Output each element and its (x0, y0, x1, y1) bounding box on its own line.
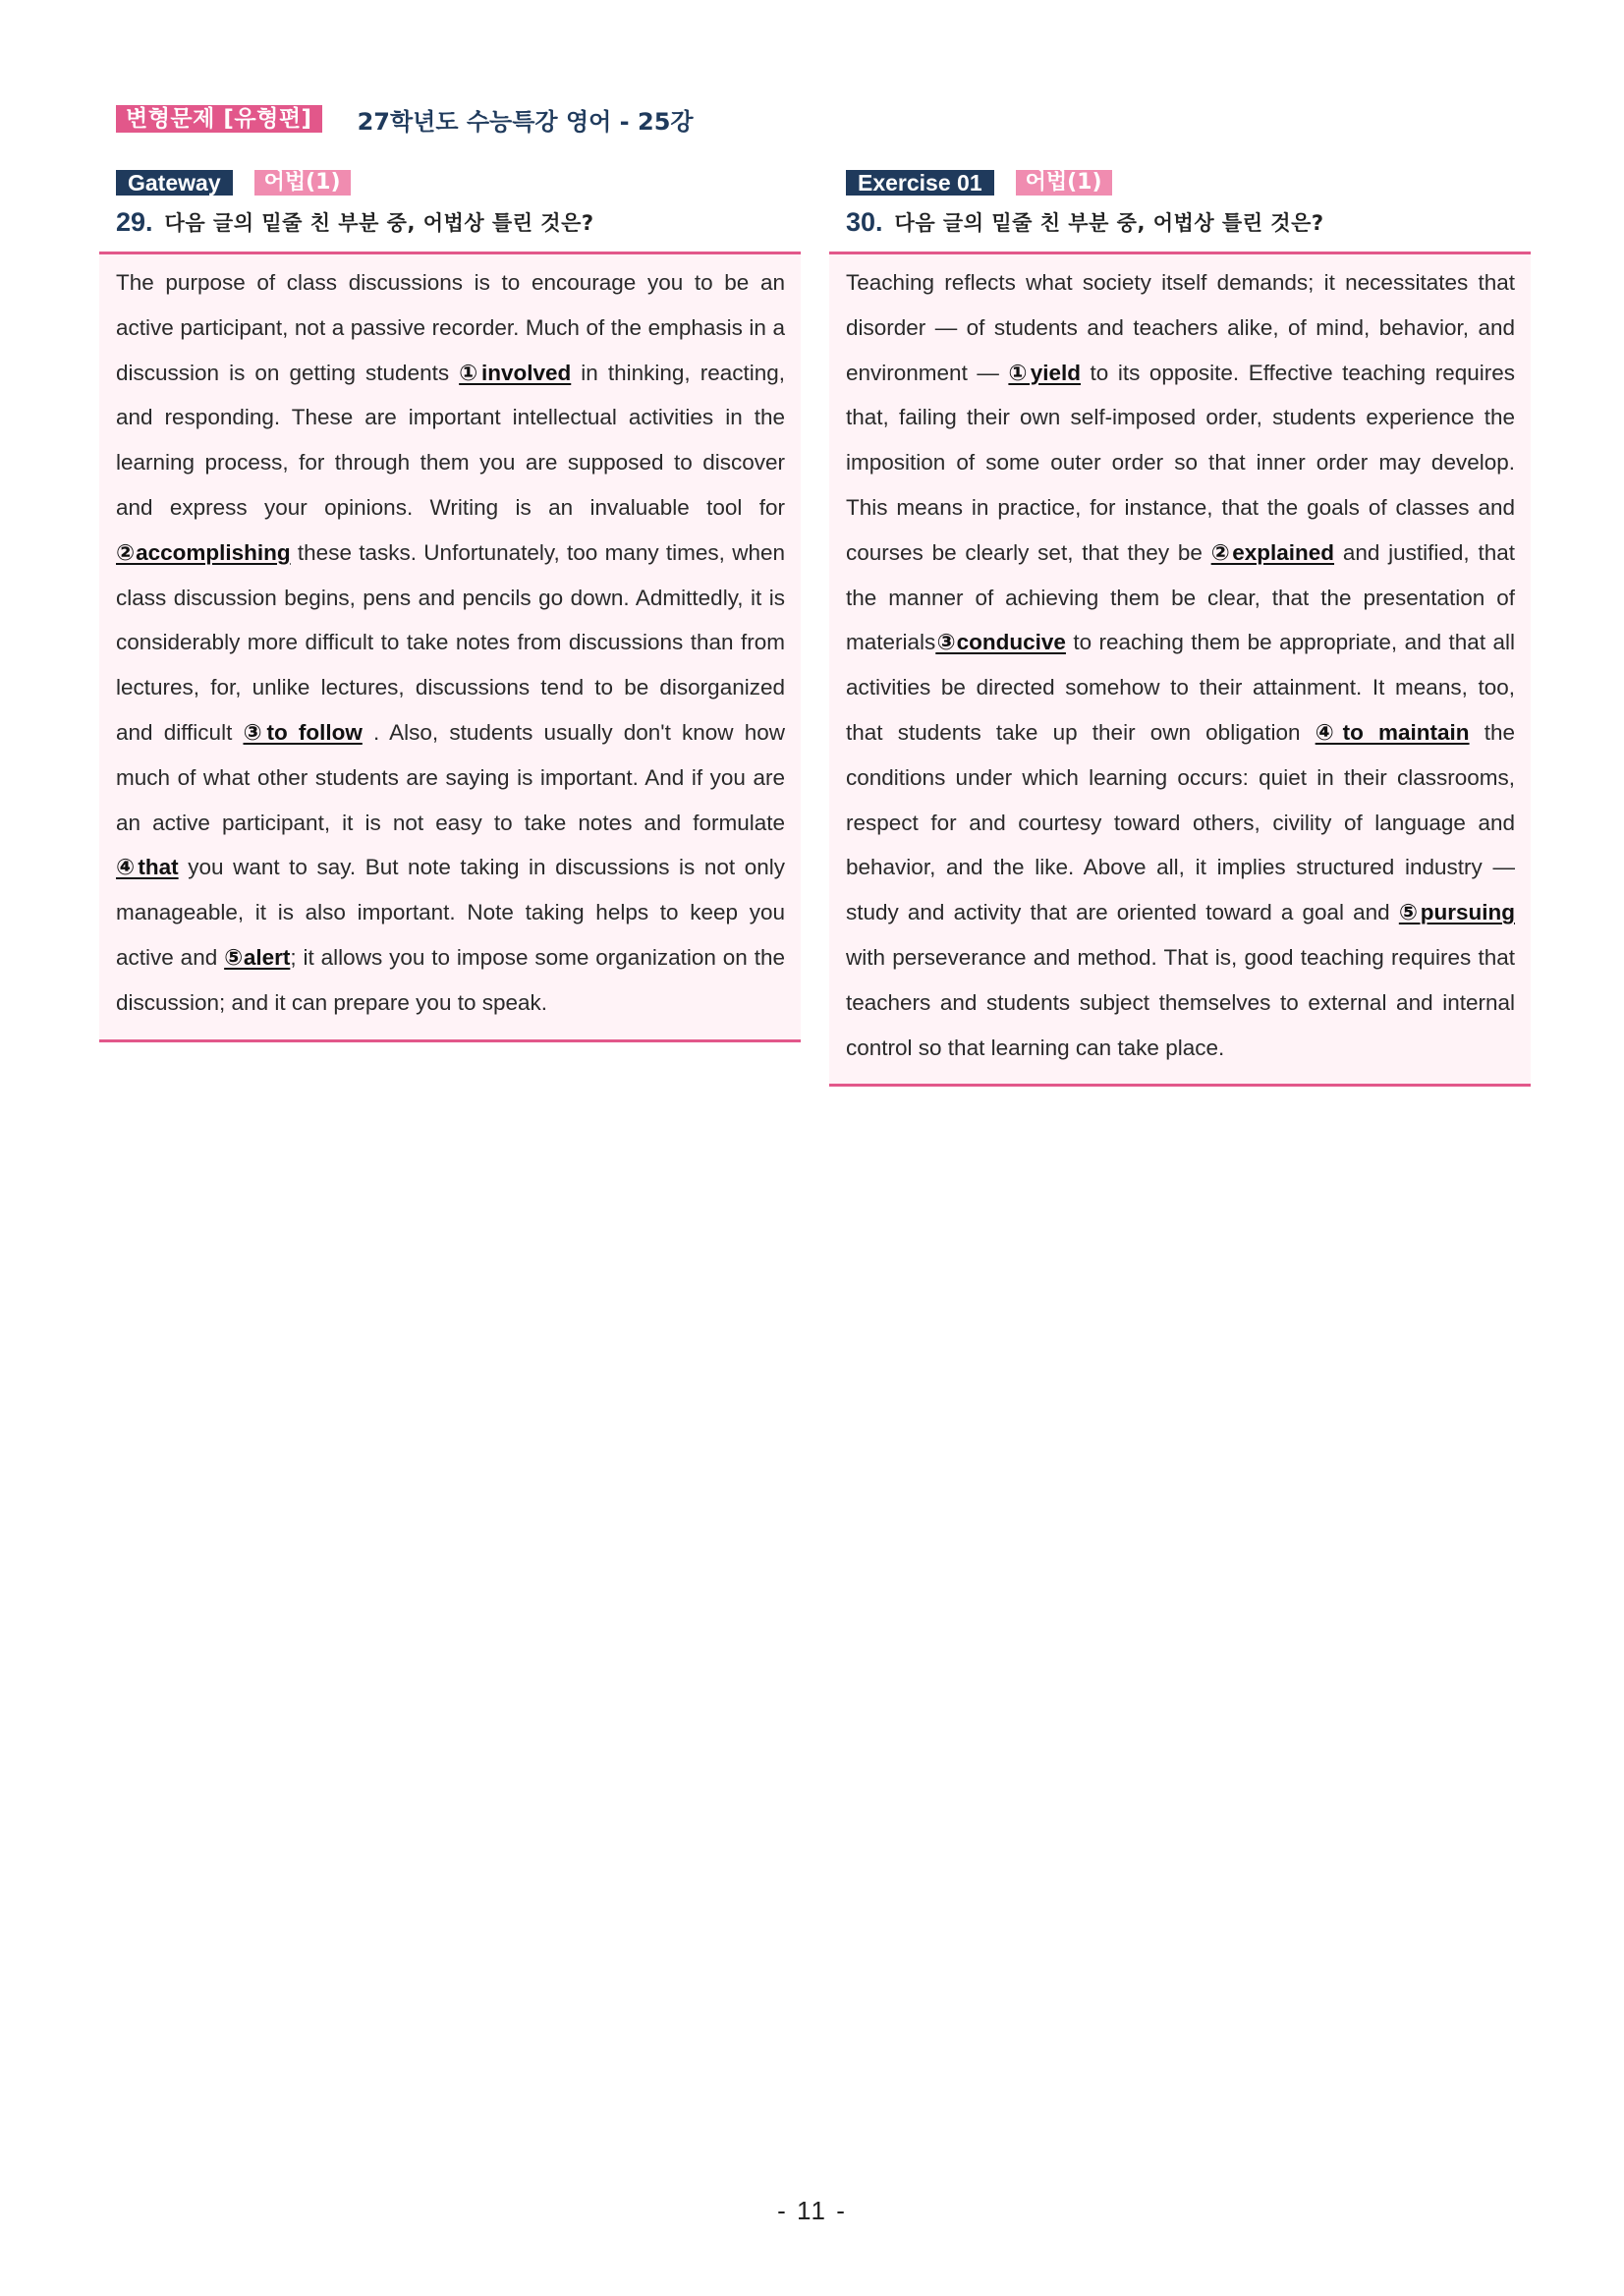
page-number: - 11 - (777, 2196, 847, 2225)
passage-segment: to reaching them be appropriate, and that all activities be directed somehow to their attainment. It means, too, that students take up their own obligation (846, 630, 1515, 745)
question-30-column (829, 169, 1531, 1087)
passage-segment: in thinking, reacting, and responding. These are important intellectual activities in the learning process, for through them you are supposed to discover and express your opinions. Writing is an invaluable tool for (116, 360, 785, 520)
passage-text (846, 260, 1515, 1070)
grammar-tag: 어법(1) (254, 170, 351, 196)
passage-segment: and justified, that the manner of achieving them be clear, that the presentation of materials (846, 539, 1515, 655)
passage-segment: Teaching reflects what society itself demands; it necessitates that disorder — of students and teachers alike, of mind, behavior, and environment — (846, 270, 1515, 385)
question-tags (99, 169, 801, 196)
passage-box (99, 252, 801, 1042)
passage-segment: with perseverance and method. That is, good teaching requires that teachers and students subject themselves to external and internal control so that learning can take place. (846, 944, 1515, 1060)
passage-box (829, 252, 1531, 1087)
grammar-tag: 어법(1) (1016, 170, 1112, 196)
underlined-choice: ③to follow (243, 719, 363, 745)
underlined-choice: ④that (116, 855, 179, 880)
section-tag: 변형문제 [유형편] (116, 105, 322, 133)
passage-segment: . Also, students usually don't know how much of what other students are saying is important. And if you are an active participant, it is not easy to take notes and formulate (116, 719, 785, 835)
underlined-choice: ①yield (1008, 360, 1081, 385)
page-title: 27학년도 수능특강 영어 - 25강 (357, 107, 694, 136)
question-prompt: 다음 글의 밑줄 친 부분 중, 어법상 틀린 것은? (894, 211, 1324, 235)
gateway-tag: Gateway (116, 170, 233, 196)
exercise-tag: Exercise 01 (846, 170, 994, 196)
question-heading (99, 204, 801, 240)
underlined-choice: ⑤pursuing (1398, 900, 1515, 925)
underlined-choice: ③conducive (935, 630, 1066, 655)
question-number: 29. (116, 206, 153, 237)
question-heading (829, 204, 1531, 240)
question-tags (829, 169, 1531, 196)
question-prompt: 다음 글의 밑줄 친 부분 중, 어법상 틀린 것은? (164, 211, 594, 235)
passage-text (116, 260, 785, 1026)
passage-segment: you want to say. But note taking in discussions is not only manageable, it is also important. Note taking helps to keep you active and (116, 855, 785, 970)
underlined-choice: ①involved (459, 360, 572, 385)
underlined-choice: ④to maintain (1315, 719, 1470, 745)
passage-segment: ; it allows you to impose some organization on the discussion; and it can prepare you to speak. (116, 944, 785, 1015)
underlined-choice: ②accomplishing (116, 539, 291, 565)
question-29-column (99, 169, 801, 1042)
question-number: 30. (846, 206, 883, 237)
underlined-choice: ②explained (1210, 539, 1335, 565)
passage-segment: to its opposite. Effective teaching requires that, failing their own self-imposed order, students experience the imposition of some outer order so that inner order may develop. This means in practice, for instance, that the goals of classes and courses be clearly set, that they be (846, 360, 1516, 565)
page-header (116, 104, 694, 134)
passage-segment: the conditions under which learning occurs: quiet in their classrooms, respect for and courtesy toward others, civility of language and behavior, and the like. Above all, it implies structured industry — study and activity that are oriented toward a goal and (846, 719, 1516, 925)
underlined-choice: ⑤alert (224, 944, 291, 970)
passage-segment: these tasks. Unfortunately, too many times, when class discussion begins, pens and pencils go down. Admittedly, it is considerably more difficult to take notes from discussions than from lectures, for, unlike lectures, discussions tend to be disorganized and difficult (116, 539, 785, 745)
passage-segment: The purpose of class discussions is to encourage you to be an active participant, not a passive recorder. Much of the emphasis in a discussion is on getting students (116, 270, 785, 385)
